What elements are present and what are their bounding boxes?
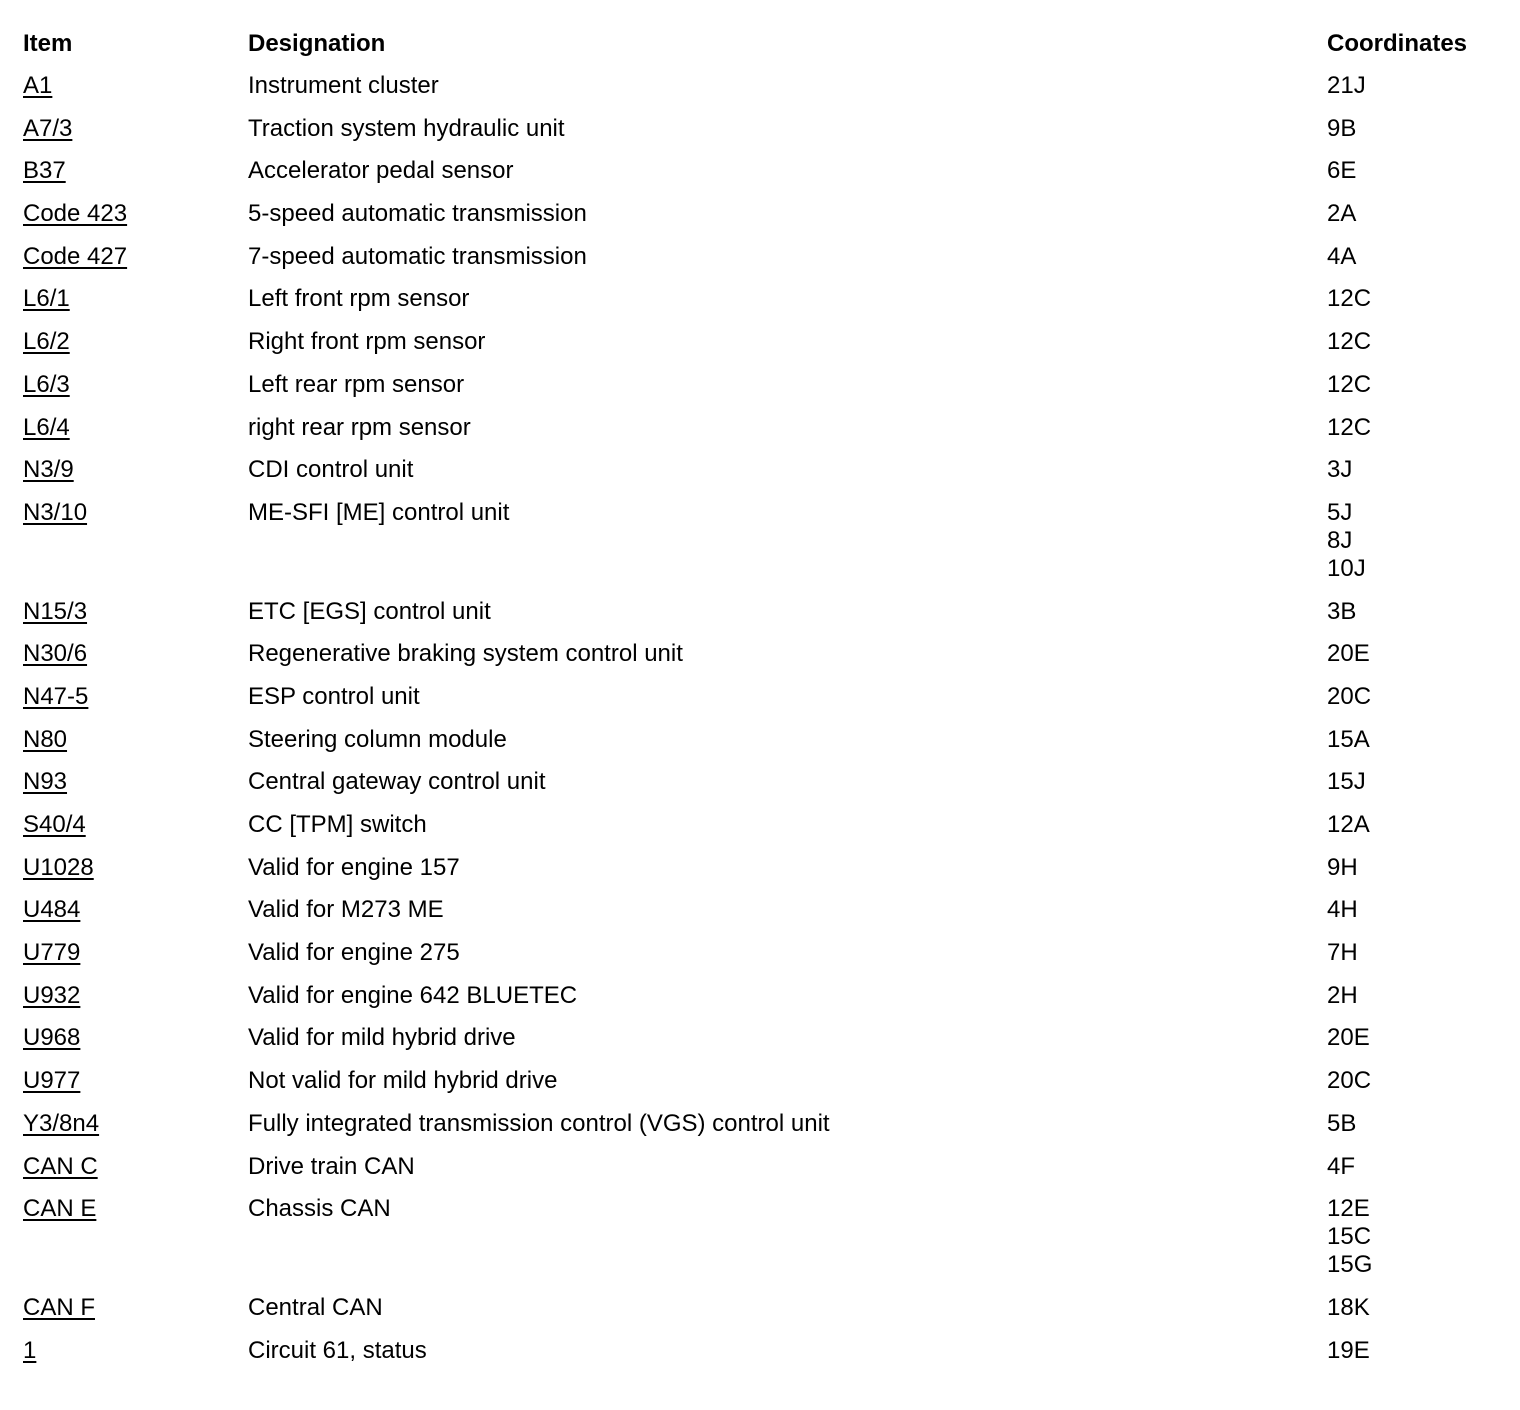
designation-text: Valid for engine 275 xyxy=(248,939,460,967)
designation-text: Left front rpm sensor xyxy=(248,285,470,313)
item-link[interactable]: N3/10 xyxy=(23,498,88,526)
coordinate-value: 18K xyxy=(1327,1293,1370,1321)
coordinates-cell xyxy=(1327,768,1366,796)
designation-text: Accelerator pedal sensor xyxy=(248,157,514,185)
coordinate-value: 15J xyxy=(1327,768,1366,796)
coordinates-cell xyxy=(1327,726,1370,754)
designation-text: Valid for M273 ME xyxy=(248,896,444,924)
coordinate-value: 20E xyxy=(1327,1024,1370,1052)
table-row xyxy=(0,683,1520,726)
coordinate-value: 20C xyxy=(1327,682,1372,710)
item-link[interactable]: L6/2 xyxy=(23,328,70,356)
coordinate-value: 5J xyxy=(1327,498,1353,526)
coordinates-cell xyxy=(1327,1067,1371,1095)
designation-text: Left rear rpm sensor xyxy=(248,370,465,398)
designation-text: Chassis CAN xyxy=(248,1195,391,1223)
coordinate-value: 6E xyxy=(1327,157,1357,185)
coordinates-cell xyxy=(1327,939,1358,967)
item-link[interactable]: N15/3 xyxy=(23,597,88,625)
coordinates-cell xyxy=(1327,115,1356,143)
table-row xyxy=(0,115,1520,158)
designation-text: Regenerative braking system control unit xyxy=(248,640,683,668)
table-row xyxy=(0,1067,1520,1110)
coordinates-cell xyxy=(1327,1195,1372,1279)
item-link[interactable]: A7/3 xyxy=(23,114,73,142)
coordinate-value: 12C xyxy=(1327,413,1372,441)
coordinates-cell xyxy=(1327,640,1370,668)
designation-text: Valid for engine 157 xyxy=(248,853,460,881)
table-row xyxy=(0,854,1520,897)
designation-text: CC [TPM] switch xyxy=(248,811,427,838)
coordinate-value: 3J xyxy=(1327,456,1353,484)
designation-text: Steering column module xyxy=(248,725,507,753)
designation-text: CDI control unit xyxy=(248,456,414,484)
table-row xyxy=(0,768,1520,811)
item-link[interactable]: U932 xyxy=(23,981,81,1009)
table-row xyxy=(0,243,1520,286)
coordinate-value: 12E xyxy=(1327,1195,1370,1223)
table-row xyxy=(0,640,1520,683)
item-link[interactable]: U977 xyxy=(23,1067,81,1095)
coordinates-cell xyxy=(1327,1153,1355,1181)
designation-text: Fully integrated transmission control (VGS) control unit xyxy=(248,1109,830,1137)
coordinate-value: 12C xyxy=(1327,328,1372,356)
designation-text: ETC [EGS] control unit xyxy=(248,597,491,625)
coordinate-value: 5B xyxy=(1327,1109,1357,1137)
designation-text: Right front rpm sensor xyxy=(248,328,486,356)
item-link[interactable]: L6/4 xyxy=(23,413,70,441)
coordinates-cell xyxy=(1327,896,1358,924)
coordinate-value: 12C xyxy=(1327,370,1372,398)
table-row xyxy=(0,1153,1520,1196)
table-row xyxy=(0,1337,1520,1380)
coordinates-cell xyxy=(1327,1294,1370,1322)
coordinate-value: 21J xyxy=(1327,72,1366,99)
coordinate-value: 2A xyxy=(1327,200,1357,228)
coordinate-value: 20C xyxy=(1327,1067,1372,1095)
item-link[interactable]: Code 423 xyxy=(23,200,128,228)
coordinates-cell xyxy=(1327,285,1371,313)
item-link[interactable]: L6/1 xyxy=(23,285,70,313)
table-row xyxy=(0,499,1520,598)
coordinate-value: 9B xyxy=(1327,114,1357,142)
coordinates-cell xyxy=(1327,499,1366,583)
table-row xyxy=(0,285,1520,328)
table-row xyxy=(0,896,1520,939)
item-link[interactable]: Code 427 xyxy=(23,242,128,270)
table-body xyxy=(0,72,1520,1379)
coordinate-value: 2H xyxy=(1327,981,1358,1009)
coordinate-value: 4H xyxy=(1327,896,1358,924)
coordinate-value: 8J xyxy=(1327,526,1353,554)
item-link[interactable]: U1028 xyxy=(23,853,94,881)
item-link[interactable]: A1 xyxy=(23,72,53,99)
designation-text: Traction system hydraulic unit xyxy=(248,114,565,142)
item-link[interactable]: 1 xyxy=(23,1336,37,1364)
item-link[interactable]: B37 xyxy=(23,157,66,185)
designation-text: ME-SFI [ME] control unit xyxy=(248,498,510,526)
table-row xyxy=(0,598,1520,641)
table-row xyxy=(0,371,1520,414)
item-link[interactable]: Y3/8n4 xyxy=(23,1109,100,1137)
coordinate-value: 10J xyxy=(1327,554,1366,582)
table-row xyxy=(0,1024,1520,1067)
table-row xyxy=(0,982,1520,1025)
table-row xyxy=(0,726,1520,769)
item-link[interactable]: U484 xyxy=(23,896,81,924)
coordinate-value: 12A xyxy=(1327,811,1370,838)
item-link[interactable]: N30/6 xyxy=(23,640,88,668)
designation-text: Instrument cluster xyxy=(248,72,439,99)
item-link[interactable]: CAN E xyxy=(23,1195,97,1223)
coordinates-cell xyxy=(1327,414,1371,442)
header-item: Item xyxy=(23,30,73,57)
coordinate-value: 4A xyxy=(1327,242,1357,270)
designation-text: Central gateway control unit xyxy=(248,768,546,796)
table-row xyxy=(0,1110,1520,1153)
coordinate-value: 12C xyxy=(1327,285,1372,313)
coordinates-cell xyxy=(1327,982,1358,1010)
coordinates-cell xyxy=(1327,456,1352,484)
item-link[interactable]: CAN C xyxy=(23,1152,98,1180)
table-row xyxy=(0,939,1520,982)
header-designation: Designation xyxy=(248,30,386,57)
coordinates-cell xyxy=(1327,157,1356,185)
coordinates-cell xyxy=(1327,1337,1370,1365)
item-link[interactable]: U968 xyxy=(23,1024,81,1052)
coordinate-value: 4F xyxy=(1327,1152,1356,1180)
table-row xyxy=(0,200,1520,243)
table-row xyxy=(0,157,1520,200)
designation-text: ESP control unit xyxy=(248,682,420,710)
table-row xyxy=(0,328,1520,371)
item-link[interactable]: N80 xyxy=(23,725,68,753)
coordinate-value: 9H xyxy=(1327,853,1358,881)
designation-text: Valid for mild hybrid drive xyxy=(248,1024,516,1052)
item-link[interactable]: N3/9 xyxy=(23,456,74,484)
table-row xyxy=(0,72,1520,115)
coordinate-value: 7H xyxy=(1327,939,1358,967)
coordinate-value: 15G xyxy=(1327,1251,1373,1279)
designation-text: Circuit 61, status xyxy=(248,1336,427,1364)
coordinates-cell xyxy=(1327,328,1371,356)
designation-text: right rear rpm sensor xyxy=(248,413,471,441)
coordinates-cell xyxy=(1327,72,1366,100)
coordinate-value: 15C xyxy=(1327,1223,1372,1251)
item-link[interactable]: S40/4 xyxy=(23,811,86,838)
coordinates-cell xyxy=(1327,243,1356,271)
coordinates-cell xyxy=(1327,200,1356,228)
coordinates-cell xyxy=(1327,811,1370,839)
coordinate-value: 3B xyxy=(1327,597,1357,625)
coordinates-cell xyxy=(1327,683,1371,711)
item-link[interactable]: U779 xyxy=(23,939,81,967)
table-row xyxy=(0,1294,1520,1337)
coordinates-cell xyxy=(1327,854,1358,882)
coordinates-cell xyxy=(1327,371,1371,399)
coordinates-cell xyxy=(1327,598,1356,626)
item-link[interactable]: CAN F xyxy=(23,1293,95,1321)
designation-text: Central CAN xyxy=(248,1293,383,1321)
coordinate-value: 15A xyxy=(1327,725,1370,753)
designation-text: 7-speed automatic transmission xyxy=(248,242,587,270)
designation-text: 5-speed automatic transmission xyxy=(248,200,587,228)
table-row xyxy=(0,414,1520,457)
table-row xyxy=(0,1195,1520,1294)
table-row xyxy=(0,456,1520,499)
designation-text: Drive train CAN xyxy=(248,1152,415,1180)
item-link[interactable]: N93 xyxy=(23,768,68,796)
coordinates-cell xyxy=(1327,1024,1370,1052)
designation-text: Not valid for mild hybrid drive xyxy=(248,1067,558,1095)
coordinate-value: 20E xyxy=(1327,640,1370,668)
table-row xyxy=(0,811,1520,854)
coordinates-cell xyxy=(1327,1110,1356,1138)
designation-text: Valid for engine 642 BLUETEC xyxy=(248,981,578,1009)
item-link[interactable]: N47-5 xyxy=(23,682,89,710)
header-coordinates: Coordinates xyxy=(1327,30,1468,57)
coordinate-value: 19E xyxy=(1327,1336,1370,1364)
item-link[interactable]: L6/3 xyxy=(23,370,70,398)
